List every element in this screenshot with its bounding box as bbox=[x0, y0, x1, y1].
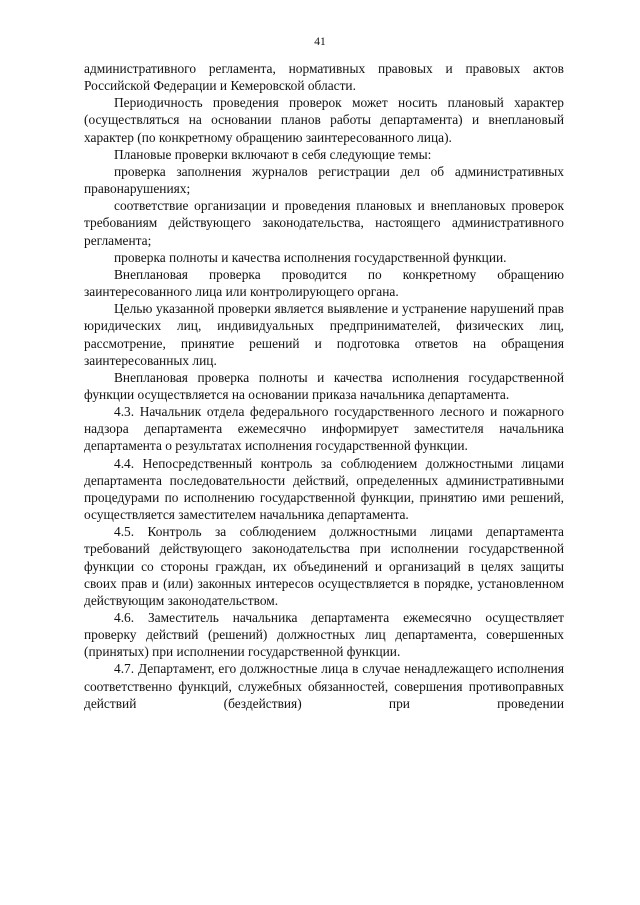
paragraph-section-4-6: 4.6. Заместитель начальника департамента ежемесячно осуществляет проверку действий (решений) должностных лиц департамента, совершенных (принятых) при исполнении государственной функции. bbox=[84, 610, 564, 660]
document-body bbox=[84, 60, 564, 712]
paragraph-unplanned-inspection: Внеплановая проверка проводится по конкретному обращению заинтересованного лица или контролирующего органа. bbox=[84, 266, 564, 300]
paragraph-section-4-4: 4.4. Непосредственный контроль за соблюдением должностными лицами департамента последовательности действий, определенных административными процедурами по исполнению государственной функции, принятию ими решений, осуществляется заместителем начальника департамента. bbox=[84, 455, 564, 523]
paragraph-planned-topics-intro: Плановые проверки включают в себя следующие темы: bbox=[114, 146, 432, 162]
paragraph-section-4-3: 4.3. Начальник отдела федерального государственного лесного и пожарного надзора департамента ежемесячно информирует заместителя начальника департамента о результатах исполнения государственной функции. bbox=[84, 404, 564, 454]
paragraph-continuation: административного регламента, нормативных правовых и правовых актов Российской Федерации и Кемеровской области. bbox=[84, 61, 564, 94]
paragraph-inspection-purpose: Целью указанной проверки является выявление и устранение нарушений прав юридических лиц, индивидуальных предпринимателей, физических лиц, рассмотрение, принятие решений и подготовка ответов на обращения заинтересованных лиц. bbox=[84, 301, 564, 368]
paragraph-section-4-7: 4.7. Департамент, его должностные лица в случае ненадлежащего исполнения соответственно функций, служебных обязанностей, совершения противоправных действий (бездействия) при проведении bbox=[84, 661, 564, 711]
paragraph-section-4-5: 4.5. Контроль за соблюдением должностными лицами департамента требований действующего законодательства при исполнении государственной функции со стороны граждан, их объединений и организаций в целях защиты своих прав и (или) законных интересов осуществляется в порядке, установленном действующим законодательством. bbox=[84, 524, 564, 608]
paragraph-unplanned-order: Внеплановая проверка полноты и качества исполнения государственной функции осуществляется на основании приказа начальника департамента. bbox=[84, 369, 564, 402]
paragraph-inspection-periodicity: Периодичность проведения проверок может носить плановый характер (осуществляться на основании планов работы департамента) и внеплановый характер (по конкретному обращению заинтересованного лица). bbox=[84, 95, 564, 145]
paragraph-topic-compliance: соответствие организации и проведения плановых и внеплановых проверок требованиям действующего законодательства, настоящего административного регламента; bbox=[84, 198, 564, 248]
paragraph-topic-journals: проверка заполнения журналов регистрации дел об административных правонарушениях; bbox=[84, 163, 564, 197]
paragraph-topic-completeness: проверка полноты и качества исполнения государственной функции. bbox=[114, 249, 507, 265]
page-number: 41 bbox=[314, 36, 326, 48]
